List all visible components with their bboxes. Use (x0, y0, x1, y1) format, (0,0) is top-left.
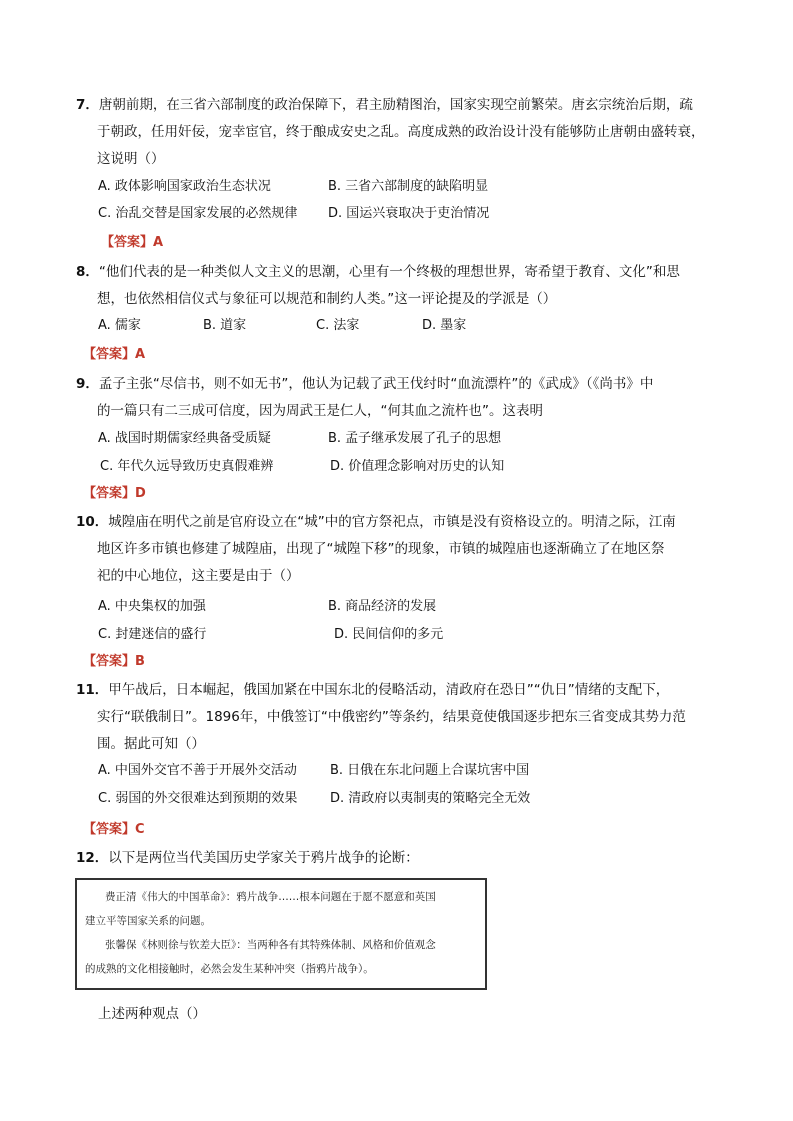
answer-tag: 【答案】 (83, 822, 136, 837)
quote-line: 费正清《伟大的中国革命》：鸦片战争……根本问题在于愿不愿意和英国 (105, 891, 436, 903)
option-d: D. 国运兴衰取决于吏治情况 (328, 206, 490, 221)
question-text: 上述两种观点（） (98, 1006, 206, 1022)
option-c: C. 年代久远导致历史真假难辨 (100, 459, 274, 474)
quote-line: 张馨保《林则徐与钦差大臣》：当两种各有其特殊体制、风格和价值观念 (105, 939, 436, 951)
option-a: A. 战国时期儒家经典备受质疑 (98, 431, 271, 446)
answer (83, 822, 145, 838)
question-text: 这说明（） (97, 151, 165, 167)
question-text: 甲午战后，日本崛起，俄国加紧在中国东北的侵略活动，清政府在恐日”“仇日”情绪的支配下， (108, 682, 670, 698)
question-text: 祀的中心地位，这主要是由于（） (97, 568, 300, 584)
option-a: A. 儒家 (98, 318, 141, 333)
option-c: C. 治乱交替是国家发展的必然规律 (98, 206, 298, 221)
question-number: 12． (76, 850, 109, 866)
quote-line: 的成熟的文化相接触时，必然会发生某种冲突（指鸦片战争）。 (85, 963, 374, 975)
option-d: D. 墨家 (422, 318, 467, 333)
question-number: 11． (76, 682, 109, 698)
answer (83, 347, 145, 363)
quote-box (75, 878, 487, 990)
question-text: 孟子主张“尽信书，则不如无书”，他认为记载了武王伐纣时“血流漂杵”的《武成》（《尚书》中 (98, 376, 654, 392)
option-c: C. 封建迷信的盛行 (98, 627, 207, 642)
option-b: B. 三省六部制度的缺陷明显 (328, 179, 489, 194)
question-number: 10． (76, 514, 109, 530)
answer-value: C (135, 822, 145, 837)
answer (83, 486, 146, 502)
answer-value: A (135, 347, 146, 362)
answer-value: D (135, 486, 146, 501)
option-a: A. 中国外交官不善于开展外交活动 (98, 763, 297, 778)
question-text: 于朝政，任用奸佞，宠幸宦官，终于酿成安史之乱。高度成熟的政治设计没有能够防止唐朝由盛转衰， (97, 124, 705, 140)
answer-value: A (153, 235, 164, 250)
quote-line: 建立平等国家关系的问题。 (85, 915, 211, 927)
question-number: 7． (76, 97, 99, 113)
option-b: B. 商品经济的发展 (328, 599, 437, 614)
answer-value: B (135, 654, 145, 669)
question-text: 地区许多市镇也修建了城隍庙，出现了“城隍下移”的现象，市镇的城隍庙也逐渐确立了在地区祭 (97, 541, 665, 557)
question-text: 城隍庙在明代之前是官府设立在“城”中的官方祭祀点，市镇是没有资格设立的。明清之际，江南 (108, 514, 676, 530)
question-number: 8． (76, 264, 99, 280)
option-a: A. 政体影响国家政治生态状况 (98, 179, 271, 194)
question-text: 围。据此可知（） (97, 736, 205, 752)
question-text: 的一篇只有二三成可信度，因为周武王是仁人，“何其血之流杵也”。这表明 (97, 403, 543, 419)
answer-tag: 【答案】 (83, 486, 136, 501)
answer-tag: 【答案】 (83, 347, 136, 362)
question-text: 想，也依然相信仪式与象征可以规范和制约人类。”这一评论提及的学派是（） (97, 291, 557, 307)
option-d: D. 民间信仰的多元 (334, 627, 444, 642)
question-text: 唐朝前期，在三省六部制度的政治保障下，君主励精图治，国家实现空前繁荣。唐玄宗统治后期，疏 (98, 97, 693, 113)
answer-tag: 【答案】 (101, 235, 154, 250)
option-b: B. 孟子继承发展了孔子的思想 (328, 431, 502, 446)
answer (101, 235, 163, 251)
option-c: C. 弱国的外交很难达到预期的效果 (98, 791, 298, 806)
answer (83, 654, 145, 670)
question-text: 以下是两位当代美国历史学家关于鸦片战争的论断： (108, 850, 419, 866)
question-text: “他们代表的是一种类似人文主义的思潮，心里有一个终极的理想世界，寄希望于教育、文化”和思 (98, 264, 680, 280)
question-number: 9． (76, 376, 99, 392)
question-text: 实行“联俄制日”。1896年，中俄签订“中俄密约”等条约，结果竟使俄国逐步把东三省变成其势力范 (97, 709, 686, 725)
option-c: C. 法家 (316, 318, 360, 333)
option-a: A. 中央集权的加强 (98, 599, 206, 614)
option-d: D. 清政府以夷制夷的策略完全无效 (330, 791, 531, 806)
option-b: B. 道家 (203, 318, 247, 333)
answer-tag: 【答案】 (83, 654, 136, 669)
option-b: B. 日俄在东北问题上合谋坑害中国 (330, 763, 530, 778)
option-d: D. 价值理念影响对历史的认知 (330, 459, 505, 474)
